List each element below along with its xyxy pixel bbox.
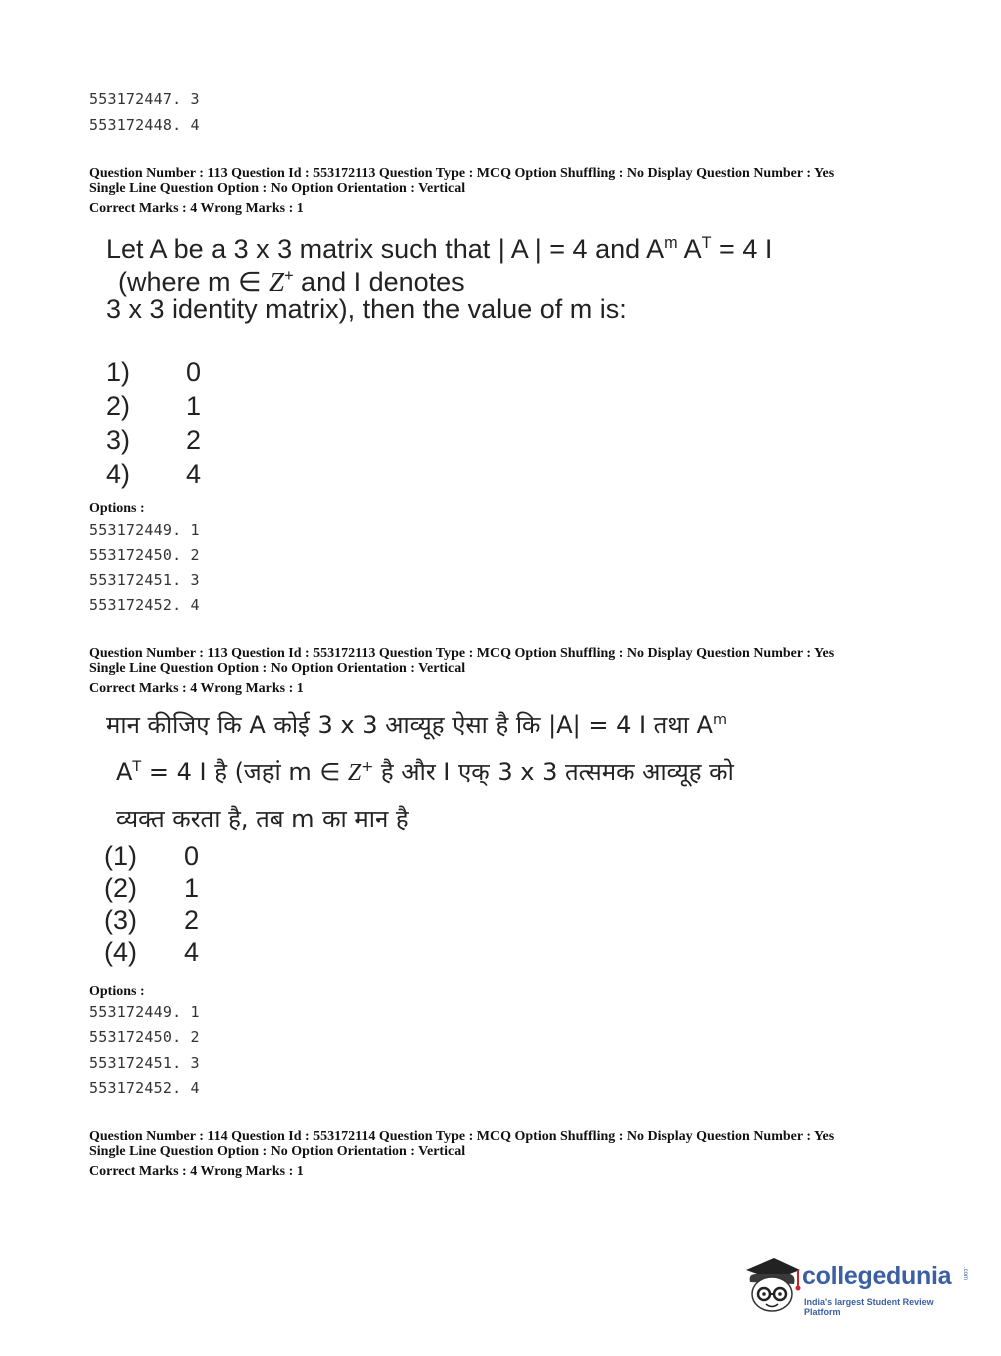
choice-value: 4 <box>184 937 200 967</box>
choice-value: 2 <box>186 425 202 455</box>
question-meta-line-2: Single Line Question Option : No Option Orientation : Vertical <box>89 661 466 676</box>
choice-number: 4) <box>106 459 131 489</box>
logo-wordmark: collegedunia <box>802 1262 952 1290</box>
options-label: Options : <box>89 501 145 516</box>
choice-row <box>104 873 199 904</box>
choice-number: 1) <box>106 357 131 387</box>
option-line: 553172451. 3 <box>89 571 200 589</box>
question-text-line-3: व्यक्त करता है, तब m का मान है <box>116 805 409 833</box>
logo-suffix: .com <box>962 1267 968 1281</box>
q-text: = 4 I <box>711 234 773 264</box>
choice-value: 0 <box>186 357 202 387</box>
q-sup: + <box>284 267 294 285</box>
q-sup: T <box>701 234 712 252</box>
q-text: (where m ∈ <box>118 267 270 297</box>
question-meta-line-1: Question Number : 114 Question Id : 553172114 Question Type : MCQ Option Shuffling : No Display Question Number : Yes <box>89 1129 835 1144</box>
choice-number: (4) <box>104 937 137 967</box>
options-label: Options : <box>89 984 145 999</box>
option-line: 553172448. 4 <box>89 116 200 134</box>
q-text: है और I एक् 3 x 3 तत्समक आव्यूह को <box>373 758 734 786</box>
choice-number: (3) <box>104 905 137 935</box>
q-sup: T <box>132 759 142 775</box>
choice-number: (2) <box>104 873 137 903</box>
choice-row <box>106 425 201 456</box>
option-line: 553172450. 2 <box>89 546 200 564</box>
option-line: 553172451. 3 <box>89 1054 200 1072</box>
question-meta-line-3: Correct Marks : 4 Wrong Marks : 1 <box>89 201 304 216</box>
choice-value: 2 <box>184 905 200 935</box>
question-meta-line-1: Question Number : 113 Question Id : 553172113 Question Type : MCQ Option Shuffling : No Display Question Number : Yes <box>89 646 835 661</box>
choice-number: 3) <box>106 425 131 455</box>
question-meta-line-2: Single Line Question Option : No Option Orientation : Vertical <box>89 181 466 196</box>
option-line: 553172452. 4 <box>89 596 200 614</box>
choice-number: 2) <box>106 391 131 421</box>
q-text: = 4 I है (जहां m ∈ <box>141 758 348 786</box>
question-meta-line-3: Correct Marks : 4 Wrong Marks : 1 <box>89 1164 304 1179</box>
choice-number: (1) <box>104 841 137 871</box>
choice-value: 4 <box>186 459 202 489</box>
choice-value: 0 <box>184 841 200 871</box>
q-z: Z <box>269 267 285 297</box>
question-meta-line-1: Question Number : 113 Question Id : 553172113 Question Type : MCQ Option Shuffling : No Display Question Number : Yes <box>89 166 835 181</box>
q-text: A <box>677 234 702 264</box>
choice-row <box>104 841 199 872</box>
question-text-line-1 <box>106 708 727 741</box>
logo-tagline: India's largest Student Review Platform <box>804 1297 934 1317</box>
option-line: 553172452. 4 <box>89 1079 200 1097</box>
q-text: Let A be a 3 x 3 matrix such that | A | = 4 and A <box>106 234 665 264</box>
collegedunia-logo[interactable] <box>740 1250 970 1320</box>
choice-row <box>104 937 199 968</box>
choice-value: 1 <box>184 873 200 903</box>
q-text: and I denotes <box>293 267 465 297</box>
question-meta-line-2: Single Line Question Option : No Option Orientation : Vertical <box>89 1144 466 1159</box>
q-sup: + <box>361 759 374 775</box>
question-meta-line-3: Correct Marks : 4 Wrong Marks : 1 <box>89 681 304 696</box>
option-line: 553172449. 1 <box>89 1003 200 1021</box>
question-text-line-2 <box>116 755 734 788</box>
option-line: 553172447. 3 <box>89 90 200 108</box>
choice-row <box>106 391 201 422</box>
q-text: A <box>116 758 133 786</box>
mascot-icon <box>740 1252 802 1316</box>
choice-row <box>106 459 201 490</box>
option-line: 553172450. 2 <box>89 1028 200 1046</box>
option-line: 553172449. 1 <box>89 521 200 539</box>
choice-row <box>104 905 199 936</box>
q-z: Z <box>347 760 362 786</box>
choice-row <box>106 357 201 388</box>
question-text-line-3: 3 x 3 identity matrix), then the value of m is: <box>106 294 627 324</box>
choice-value: 1 <box>186 391 202 421</box>
q-sup: m <box>664 234 678 252</box>
q-sup: m <box>712 712 727 728</box>
q-text: मान कीजिए कि A कोई 3 x 3 आव्यूह ऐसा है कि |A| = 4 I तथा A <box>106 711 713 739</box>
